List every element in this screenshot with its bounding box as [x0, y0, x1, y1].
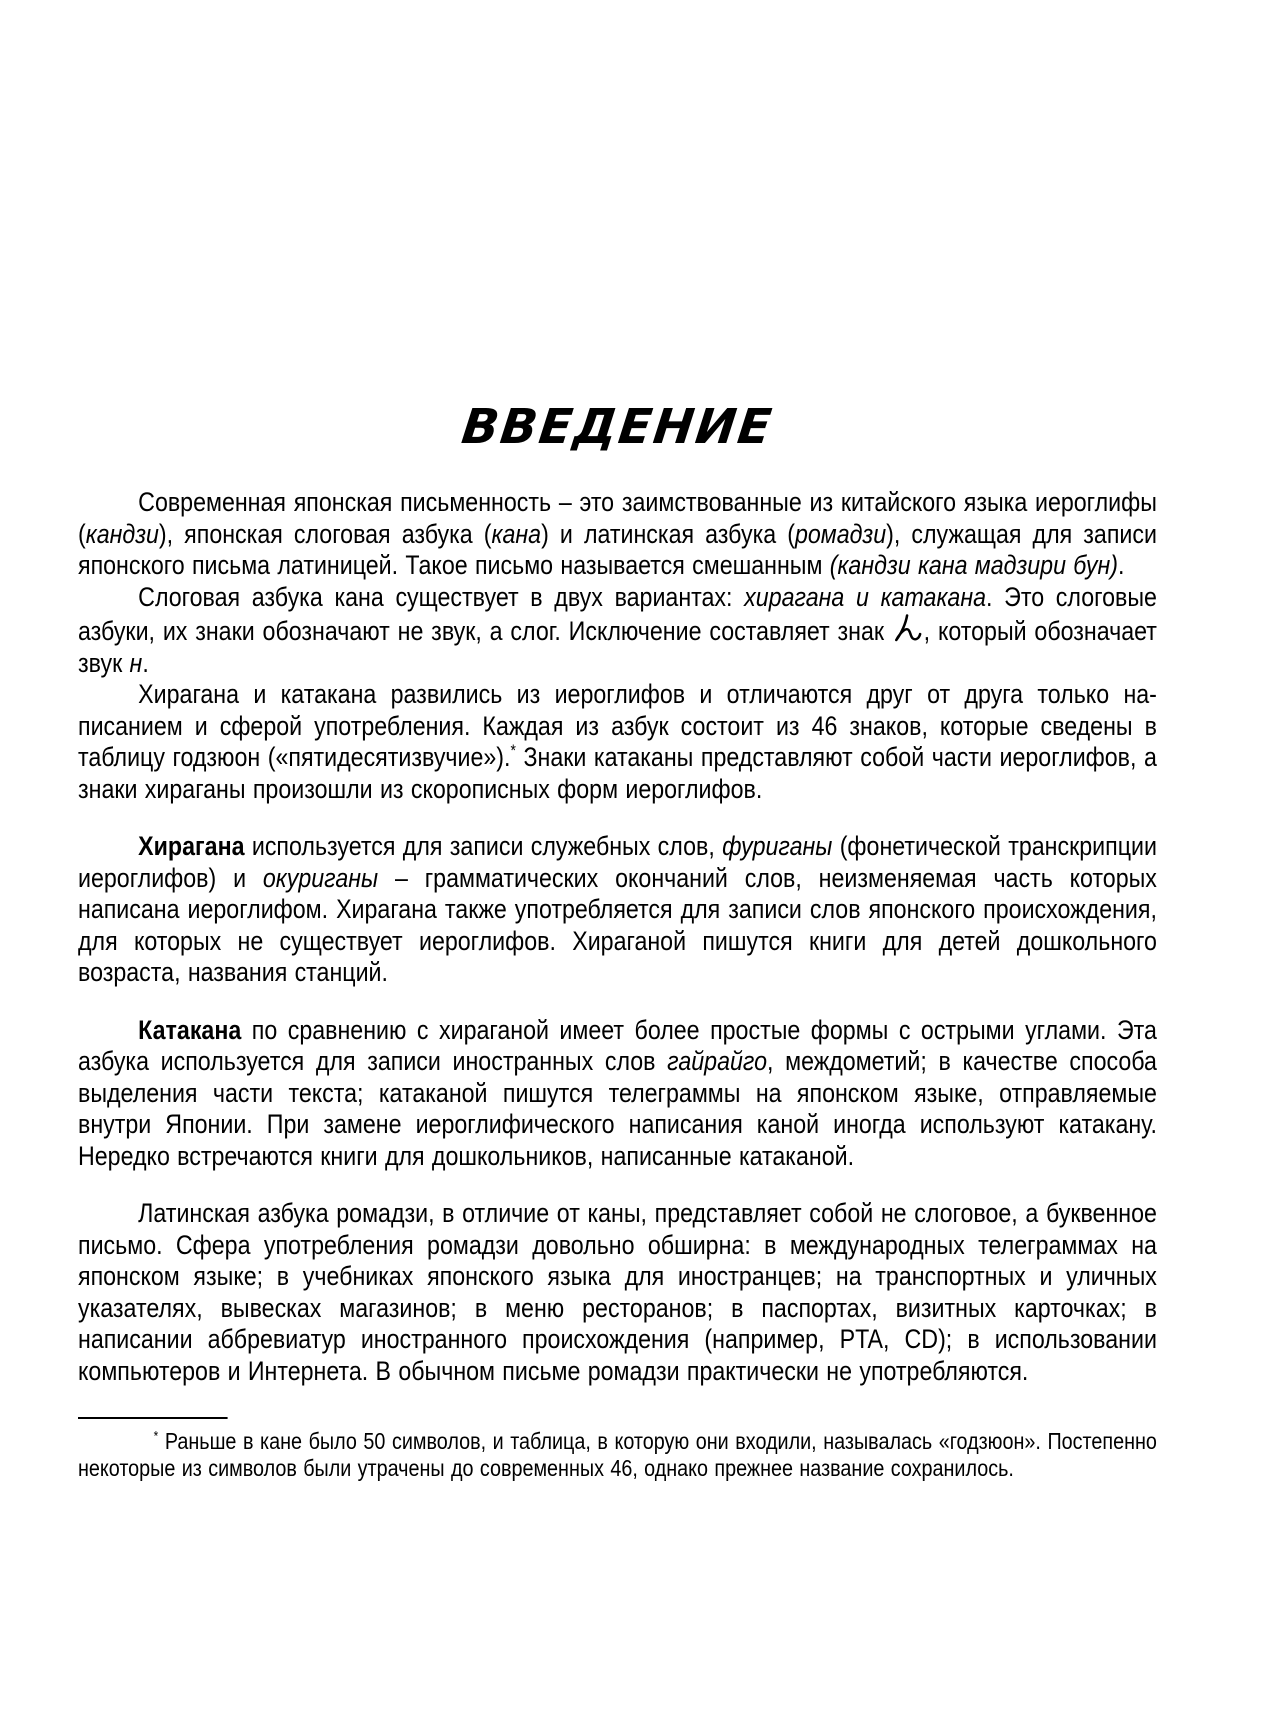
text-segment: Раньше в кане было 50 символов, и таблица, в которую они входили, называлась «годзюон». Постепенно некоторые из символов были утрачены до современных 46, однако прежнее название сохранилось. [78, 1428, 1157, 1481]
text-segment: гайрайго [667, 1046, 768, 1076]
paragraph [78, 487, 1157, 582]
text-segment: ) и латинская азбука ( [541, 518, 795, 549]
text-segment: , междометий; в качестве способа выделения части текста; катаканой пишутся телеграммы на японском языке, отправляемые внутри Японии. При замене иероглифического написания каной иногда используют катакану. Нередко встречаются книги для дошкольников, написанные катаканой. [78, 1046, 1157, 1171]
text-segment: Современная японская письменность – это заимствованные из китайского языка иероглифы ( [78, 487, 1157, 549]
page-title: ВВЕДЕНИЕ [458, 399, 777, 455]
text-segment: Знаки катаканы представляют собой части иероглифов, а знаки хираганы произошли из скорописных форм иероглифов. [78, 742, 1157, 804]
text-segment: кандзи [85, 518, 159, 549]
footnote-marker: * [510, 742, 516, 760]
paragraph [78, 679, 1157, 805]
paragraph [78, 582, 1157, 680]
paragraph [78, 831, 1157, 989]
text-segment: . [142, 647, 149, 678]
text-segment: . Это слоговые азбуки, их знаки обозначают не звук, а слог. Исключение составляет знак [78, 581, 1157, 646]
paragraph [78, 1198, 1157, 1387]
footnote [78, 1417, 1157, 1482]
text-segment: Латинская азбука ромадзи, в отличие от каны, представляет собой не слоговое, а буквенное письмо. Сфера употребления ромадзи довольно обширна: в международных телеграммах на японском языке; в учебниках японского языка для иностранцев; на транспортных и уличных указателях, вывесках магазинов; в меню ресторанов; в паспортах, визитных карточках; в написании аббревиатур иностранного происхождения (например, PTA, CD); в использовании компьютеров и Интернета. В обычном письме ромадзи практически не употребляются. [78, 1198, 1157, 1386]
text-segment: ), служащая для записи японского письма латиницей. Такое письмо называется смешанным [78, 518, 1157, 580]
text-segment: фуриганы [722, 831, 833, 861]
text-segment: окуриганы [262, 862, 379, 893]
text-segment: хирагана и катакана [744, 581, 987, 612]
text-segment: н [129, 647, 143, 678]
text-segment: Катакана [138, 1014, 242, 1045]
text-segment: используется для записи служебных слов, [244, 831, 723, 861]
text-segment: кана [491, 518, 542, 549]
text-segment: Хирагана и катакана развились из иероглифов и отличаются друг от друга только написанием и сферой употребления. Каждая из азбук состоит из 46 знаков, которые сведены в таблицу годзюон («пятидесятизвучие»). [78, 679, 1157, 772]
text-segment: – грамматических окончаний слов, неизменяемая часть которых написана иероглифом. Хирагана также употребляется для записи слов японского происхождения, для которых не существует иероглифов. Хираганой пишутся книги для детей дошкольного возраста, названия станций. [78, 862, 1157, 987]
text-block [78, 487, 1157, 1482]
text-segment: Хирагана [138, 831, 245, 861]
text-segment: . [1117, 550, 1125, 580]
text-segment: ромадзи [794, 518, 887, 549]
paragraph [78, 1015, 1157, 1173]
text-segment: по сравнению с хираганой имеет более простые формы с острыми углами. Эта азбука используется для записи иностранных слов [78, 1014, 1157, 1076]
footnote-marker: * [153, 1428, 159, 1444]
text-segment: ), японская слоговая азбука ( [158, 518, 492, 549]
text-segment: (фонетической транскрипции иероглифов) и [78, 831, 1157, 893]
footnote-separator [78, 1417, 228, 1419]
footnote-text [78, 1428, 1157, 1482]
body-text [78, 487, 1157, 1387]
text-segment: , который обозначает звук [78, 616, 1157, 678]
hiragana-n-glyph [892, 613, 924, 643]
text-segment: Слоговая азбука кана существует в двух вариантах: [138, 581, 745, 612]
text-segment: (кандзи кана мадзири бун) [829, 550, 1118, 580]
